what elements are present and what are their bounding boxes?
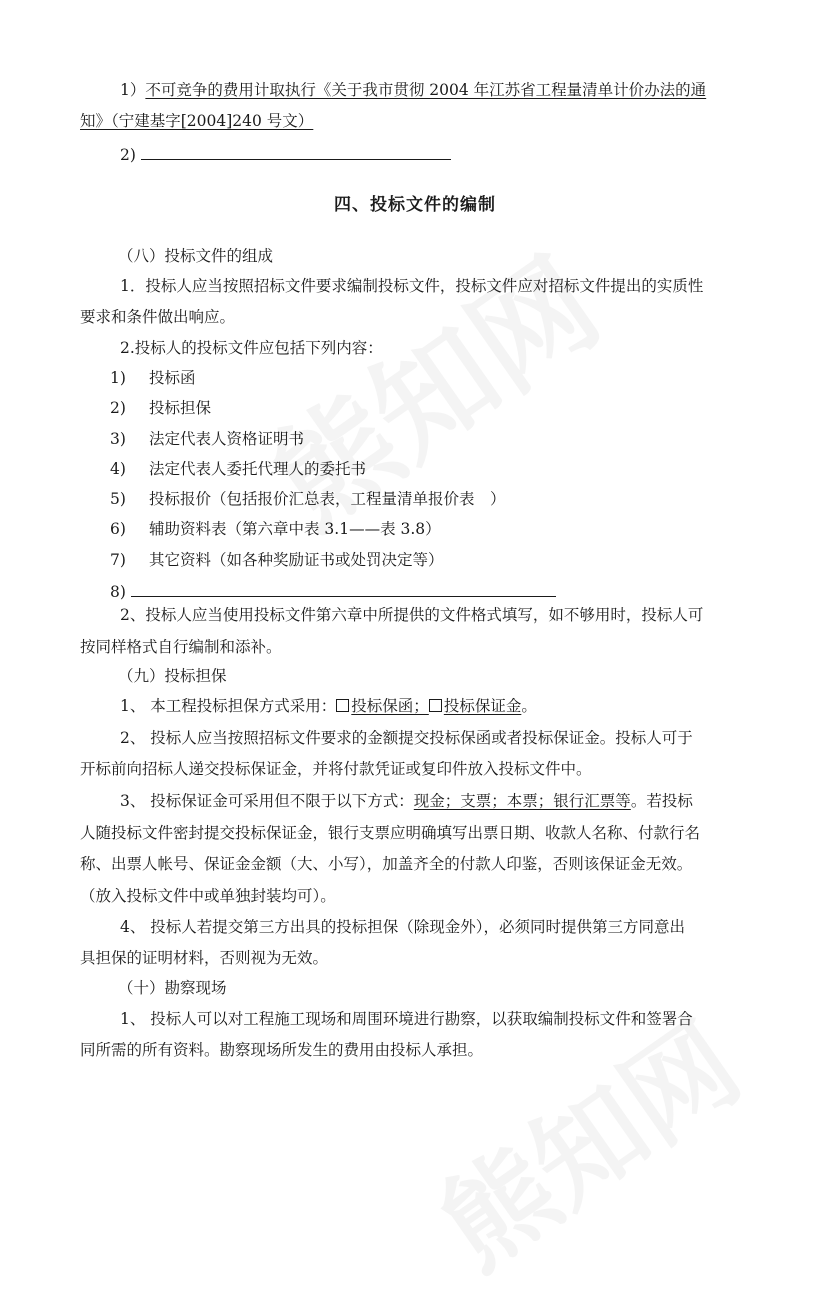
deposit-methods: 现金；支票；本票；银行汇票等 <box>413 792 631 810</box>
sec10-p1: 1、 投标人可以对工程施工现场和周围环境进行勘察，以获取编制投标文件和签署合 <box>120 1010 693 1028</box>
intro-item-1-cont <box>80 111 313 131</box>
sec9-p3 <box>120 791 693 811</box>
sec8-list-item <box>110 519 441 539</box>
list-item-number: 7) <box>110 551 126 569</box>
sec9-p2: 2、 投标人应当按照招标文件要求的金额提交投标保函或者投标保证金。投标人可于 <box>120 729 693 747</box>
sec8-heading: （八）投标文件的组成 <box>118 247 274 265</box>
intro-item-1 <box>120 80 706 100</box>
sec9-p2-cont: 开标前向招标人递交投标保证金，并将付款凭证或复印件放入投标文件中。 <box>80 760 592 778</box>
list-item-number: 5) <box>110 490 126 508</box>
list-item-number: 4) <box>110 460 126 478</box>
sec9-p4: 4、 投标人若提交第三方出具的投标担保（除现金外），必须同时提供第三方同意出 <box>120 918 686 936</box>
sec8-p3-cont: 按同样格式自行编制和添补。 <box>80 638 282 656</box>
sec8-p3: 2、投标人应当使用投标文件第六章中所提供的文件格式填写，如不够用时，投标人可 <box>120 606 704 624</box>
list-item-text: 投标函 <box>149 369 196 387</box>
list-item-number: 2) <box>110 399 126 417</box>
list-item-text: 投标报价（包括报价汇总表，工程量清单报价表 ） <box>149 490 506 508</box>
intro-item-1-prefix: 1） <box>120 81 146 99</box>
list-item-text: 辅助资料表（第六章中表 3.1——表 3.8） <box>149 520 441 538</box>
intro-item-2-prefix: 2) <box>120 146 136 164</box>
sec9-p3-prefix: 3、 投标保证金可采用但不限于以下方式： <box>120 792 414 810</box>
sec9-p3-line2: 人随投标文件密封提交投标保证金，银行支票应明确填写出票日期、收款人名称、付款行名 <box>80 824 701 842</box>
sec9-p1-prefix: 1、 本工程投标担保方式采用： <box>120 697 337 715</box>
sec8-list-item <box>110 429 304 449</box>
intro-item-2 <box>120 143 451 165</box>
guarantee-deposit-checkbox[interactable] <box>429 699 442 712</box>
sec8-list-item <box>110 550 444 570</box>
sec10-heading: （十）勘察现场 <box>118 979 227 997</box>
sec8-p2: 2.投标人的投标文件应包括下列内容： <box>120 339 383 357</box>
sec8-item-8-blank <box>131 580 556 597</box>
guarantee-letter-checkbox[interactable] <box>336 699 349 712</box>
sec8-list-item <box>110 459 366 479</box>
intro-item-1-text: 不可竞争的费用计取执行《关于我市贯彻 2004 年江苏省工程量清单计价办法的通 <box>145 81 707 99</box>
sec9-p1 <box>120 696 537 716</box>
sec8-list-item <box>110 368 196 388</box>
list-item-text: 法定代表人资格证明书 <box>149 430 305 448</box>
sec8-item-8-number: 8) <box>110 583 126 601</box>
sec10-p1-cont: 同所需的所有资料。勘察现场所发生的费用由投标人承担。 <box>80 1041 484 1059</box>
sec9-p3-suffix: 。若投标 <box>630 792 693 810</box>
sec8-p1-cont: 要求和条件做出响应。 <box>80 308 236 326</box>
list-item-number: 6) <box>110 520 126 538</box>
sec9-heading: （九）投标担保 <box>118 667 227 685</box>
guarantee-letter-option: 投标保函； <box>351 697 429 715</box>
intro-item-2-blank <box>141 143 451 160</box>
list-item-number: 1) <box>110 369 126 387</box>
sec8-p1: 1．投标人应当按照招标文件要求编制投标文件，投标文件应对招标文件提出的实质性 <box>120 277 704 295</box>
sec9-p4-cont: 具担保的证明材料，否则视为无效。 <box>80 949 329 967</box>
list-item-text: 投标担保 <box>149 399 212 417</box>
intro-item-1-text-cont: 知》（宁建基字[2004]240 号文） <box>80 112 314 130</box>
sec8-list-item <box>110 489 506 509</box>
sec8-list-item <box>110 398 211 418</box>
sec9-p3-line3: 称、出票人帐号、保证金金额（大、小写），加盖齐全的付款人印鉴，否则该保证金无效。 <box>80 855 693 873</box>
sec8-item-8 <box>110 580 556 602</box>
list-item-text: 其它资料（如各种奖励证书或处罚决定等） <box>149 551 444 569</box>
guarantee-deposit-option: 投标保证金 <box>443 697 522 715</box>
list-item-number: 3) <box>110 430 126 448</box>
section-title: 四、投标文件的编制 <box>334 195 496 215</box>
list-item-text: 法定代表人委托代理人的委托书 <box>149 460 367 478</box>
sec9-p1-suffix: 。 <box>521 697 537 715</box>
sec9-p3-line4: （放入投标文件中或单独封装均可）。 <box>80 887 336 905</box>
